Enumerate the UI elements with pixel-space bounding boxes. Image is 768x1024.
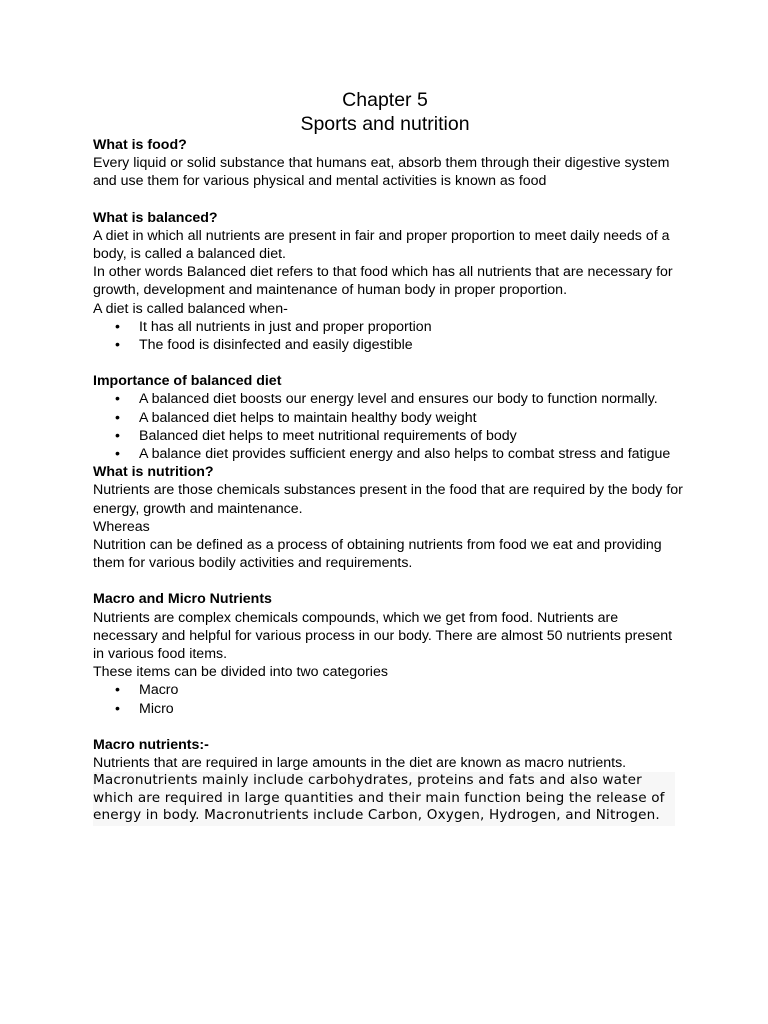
bullet-icon: • xyxy=(115,391,120,408)
document-page xyxy=(93,88,683,826)
list-item: • A balance diet provides sufficient energy and also helps to combat stress and fatigue xyxy=(115,446,671,463)
list-item: • A balanced diet boosts our energy level and ensures our body to function normally. xyxy=(115,391,658,408)
whereas-text: Whereas xyxy=(93,518,150,535)
bullet-icon: • xyxy=(115,682,120,699)
list-item: • Micro xyxy=(115,700,174,717)
balanced-other-words: In other words Balanced diet refers to that food which has all nutrients that are necessary for growth, development and maintenance of human body in proper proportion. xyxy=(93,264,673,299)
importance-list xyxy=(93,390,683,463)
list-item: • The food is disinfected and easily digestible xyxy=(115,337,413,354)
macronutrients-detail: Macronutrients mainly include carbohydrates, proteins and fats and also water which are required in large quantities and their main function being the release of energy in body. Macronutrients include Carbon, Oxygen, Hydrogen, and Nitrogen. xyxy=(93,772,675,826)
bullet-icon: • xyxy=(115,446,120,463)
heading-what-is-food: What is food? xyxy=(93,137,187,153)
macro-micro-categories: These items can be divided into two categories xyxy=(93,664,388,681)
heading-macro-micro-nutrients: Macro and Micro Nutrients xyxy=(93,591,272,608)
balanced-definition: A diet in which all nutrients are present in fair and proper proportion to meet daily needs of a body, is called a balanced diet. xyxy=(93,227,670,263)
heading-macro-nutrients: Macro nutrients:- xyxy=(93,736,209,753)
heading-what-is-nutrition: What is nutrition? xyxy=(93,464,214,481)
list-item: • It has all nutrients in just and proper proportion xyxy=(115,318,432,335)
balanced-list xyxy=(93,318,683,354)
macro-micro-intro: Nutrients are complex chemicals compounds, which we get from food. Nutrients are necessary and helpful for various process in our body. There are almost 50 nutrients present in various food items. xyxy=(93,609,673,663)
chapter-label: Chapter 5 xyxy=(342,89,428,111)
bullet-icon: • xyxy=(115,700,120,717)
heading-what-is-balanced: What is balanced? xyxy=(93,209,218,226)
bullet-icon: • xyxy=(115,337,120,354)
balanced-when: A diet is called balanced when- xyxy=(93,300,288,317)
macro-nutrients-definition: Nutrients that are required in large amounts in the diet are known as macro nutrients. xyxy=(93,755,627,772)
food-definition: Every liquid or solid substance that humans eat, absorb them through their digestive system and use them for various physical and mental activities is known as food xyxy=(93,155,670,190)
nutrition-definition: Nutrition can be defined as a process of obtaining nutrients from food we eat and providing them for various bodily activities and requirements. xyxy=(93,537,662,572)
bullet-icon: • xyxy=(115,318,120,335)
list-item: • Macro xyxy=(115,682,179,699)
list-item: • A balanced diet helps to maintain healthy body weight xyxy=(115,409,477,426)
document-title: Sports and nutrition xyxy=(300,113,470,135)
bullet-icon: • xyxy=(115,427,120,444)
categories-list xyxy=(93,681,683,717)
nutrients-definition: Nutrients are those chemicals substances present in the food that are required by the body for energy, growth and maintenance. xyxy=(93,482,683,517)
heading-importance-balanced-diet: Importance of balanced diet xyxy=(93,373,282,390)
bullet-icon: • xyxy=(115,409,120,426)
list-item: • Balanced diet helps to meet nutritional requirements of body xyxy=(115,427,517,444)
